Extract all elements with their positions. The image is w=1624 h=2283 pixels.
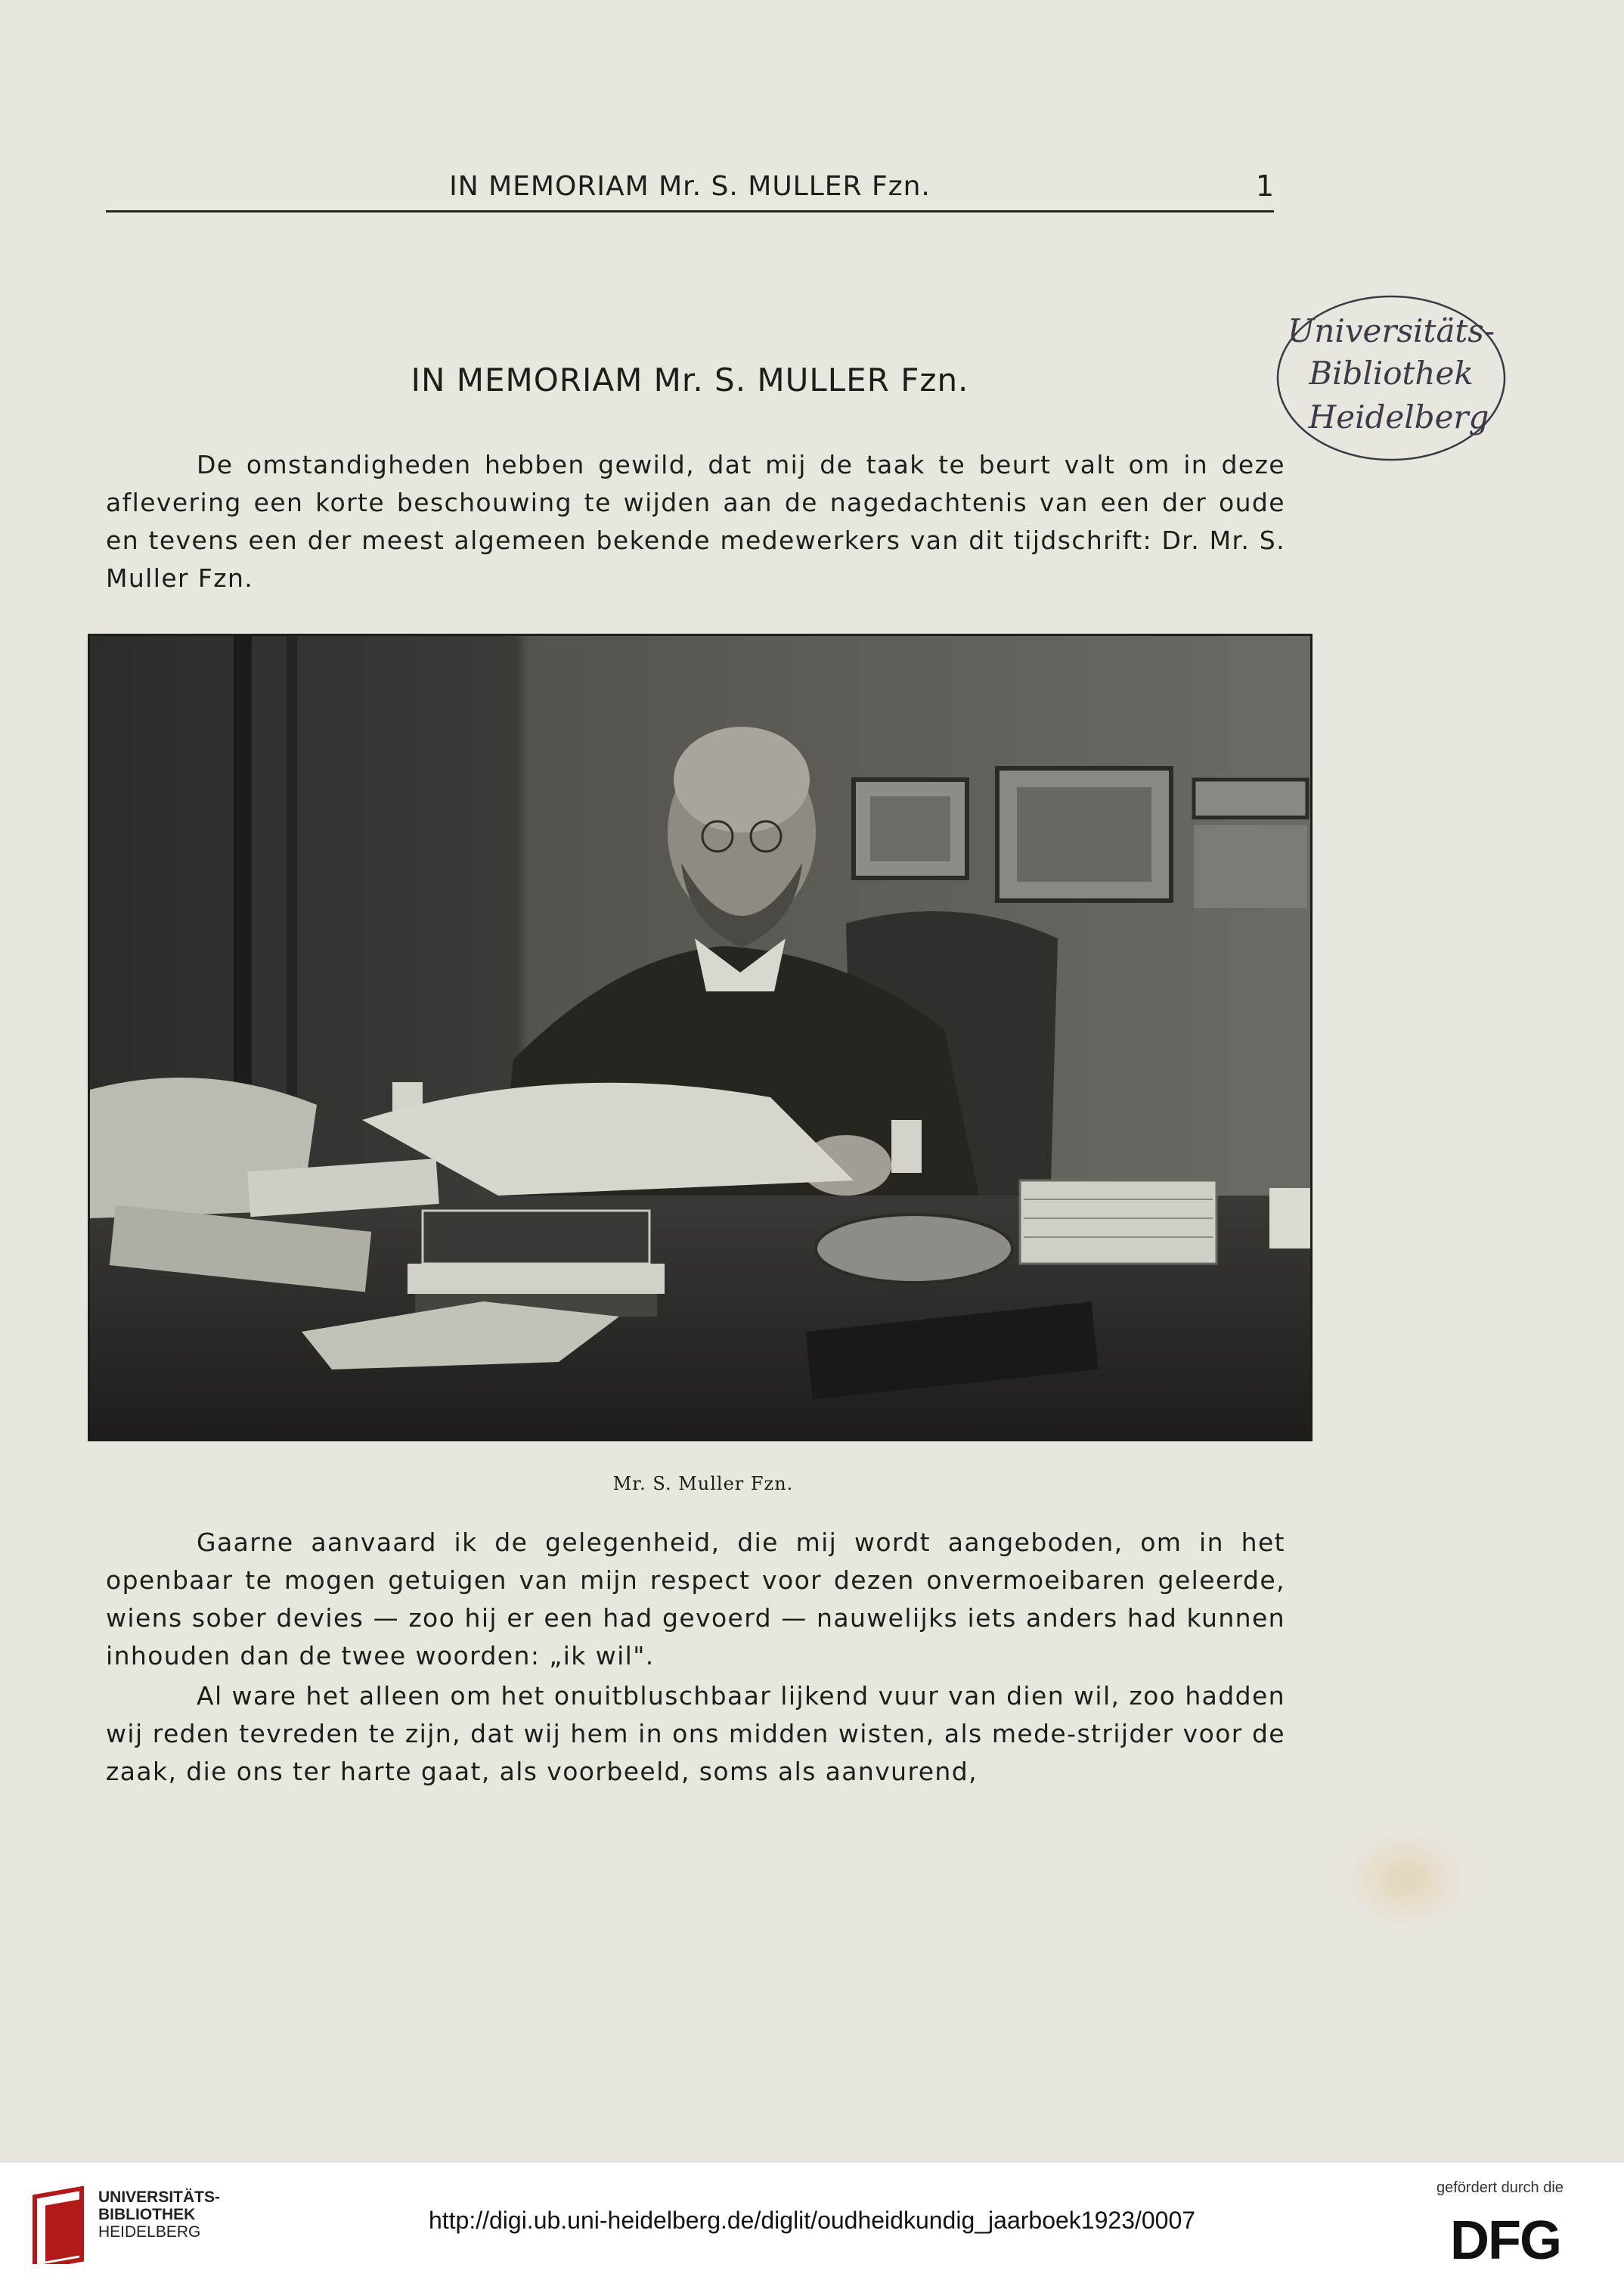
- library-stamp: [1270, 287, 1512, 469]
- article-title: IN MEMORIAM Mr. S. MULLER Fzn.: [411, 361, 969, 399]
- library-name-line-1: UNIVERSITÄTS-: [98, 2188, 221, 2206]
- stamp-line-1: Universitäts-: [1287, 312, 1495, 349]
- sponsor-label: gefördert durch die: [1436, 2179, 1564, 2196]
- permalink-url[interactable]: http://digi.ub.uni-heidelberg.de/diglit/oudheidkundig_jaarboek1923/0007: [428, 2207, 1196, 2234]
- library-name-line-3: HEIDELBERG: [98, 2223, 201, 2241]
- paragraph-2: Gaarne aanvaard ik de gelegenheid, die mij wordt aangeboden, om in het openbaar te mogen getuigen van mijn respect voor dezen onvermoeibaren geleerde, wiens sober devies — zoo hij er een had gevoerd — nauwelijks iets anders had kunnen inhouden dan de twee woorden: „ik wil".: [106, 1528, 1285, 1670]
- paragraph-3: Al ware het alleen om het onuitbluschbaar lijkend vuur van dien wil, zoo hadden wij reden tevreden te zijn, dat wij hem in ons midden wisten, als mede-strijder voor de zaak, die ons ter harte gaat, als voorbeeld, soms als aanvurend,: [106, 1681, 1285, 1786]
- page-number: 1: [1255, 169, 1274, 203]
- viewer-footer: [0, 2163, 1624, 2283]
- paragraph-1: De omstandigheden hebben gewild, dat mij de taak te beurt valt om in deze aflevering een korte beschouwing te wijden aan de nagedachtenis van een der oude en tevens een der meest algemeen bekende medewerkers van dit tijdschrift: Dr. Mr. S. Muller Fzn.: [106, 450, 1285, 593]
- running-header: [106, 165, 1274, 212]
- paper-stain: [1346, 1830, 1467, 1928]
- photo-caption: Mr. S. Muller Fzn.: [612, 1473, 794, 1494]
- stamp-line-2: Bibliothek: [1309, 355, 1474, 392]
- dfg-logo[interactable]: DFG: [1450, 2210, 1560, 2271]
- stamp-line-3: Heidelberg: [1308, 399, 1489, 436]
- running-title: IN MEMORIAM Mr. S. MULLER Fzn.: [449, 171, 931, 202]
- library-name-line-2: BIBLIOTHEK: [98, 2206, 196, 2223]
- portrait-photograph: [88, 634, 1313, 1441]
